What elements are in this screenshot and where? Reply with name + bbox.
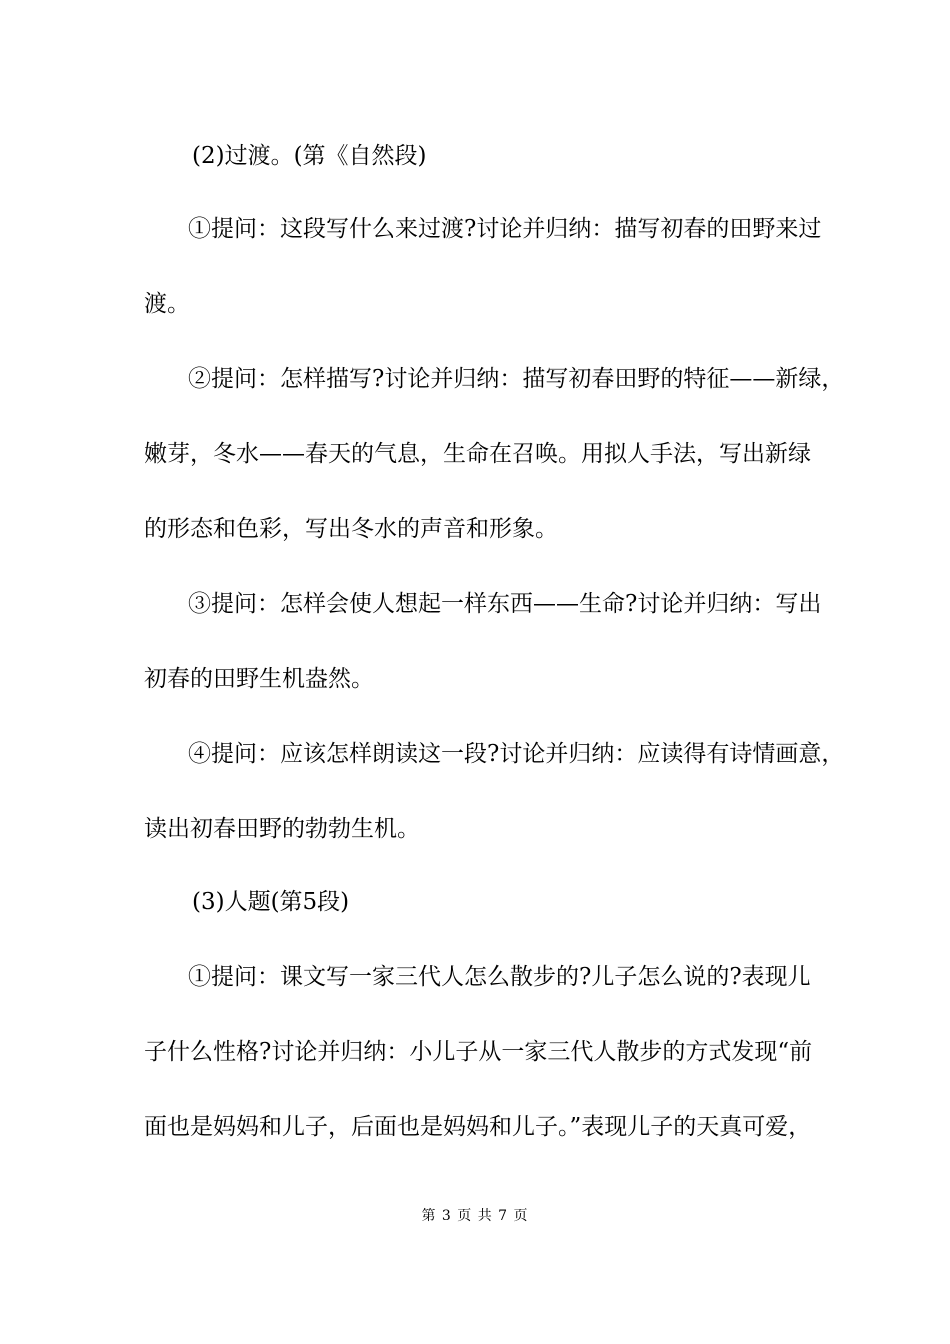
paragraph-line: ③提问：怎样会使人想起一样东西——生命?讨论并归纳：写出	[188, 591, 822, 617]
paragraph-line: 面也是妈妈和儿子，后面也是妈妈和儿子。”表现儿子的天真可爱，	[144, 1114, 812, 1140]
paragraph-line: ①提问：课文写一家三代人怎么散步的?儿子怎么说的?表现儿	[188, 964, 811, 990]
paragraph-line: 初春的田野生机盎然。	[144, 666, 374, 692]
paragraph-line: 读出初春田野的勃勃生机。	[144, 816, 420, 842]
paragraph-line: 嫩芽，冬水——春天的气息，生命在召唤。用拟人手法，写出新绿	[144, 441, 811, 467]
paragraph-line: 渡。	[144, 291, 190, 317]
page-number-footer: 第 3 页 共 7 页	[421, 1208, 529, 1224]
section-heading-transition: (2)过渡。(第《自然段)	[192, 143, 427, 169]
paragraph-line: 子什么性格?讨论并归纳：小儿子从一家三代人散步的方式发现“前	[144, 1039, 813, 1065]
paragraph-line: 的形态和色彩，写出冬水的声音和形象。	[144, 516, 558, 542]
paragraph-line: ②提问：怎样描写?讨论并归纳：描写初春田野的特征——新绿，	[188, 366, 845, 392]
section-heading-topic: (3)人题(第5段)	[192, 889, 350, 915]
paragraph-line: ①提问：这段写什么来过渡?讨论并归纳：描写初春的田野来过	[188, 216, 822, 242]
paragraph-line: ④提问：应该怎样朗读这一段?讨论并归纳：应读得有诗情画意，	[188, 741, 845, 767]
